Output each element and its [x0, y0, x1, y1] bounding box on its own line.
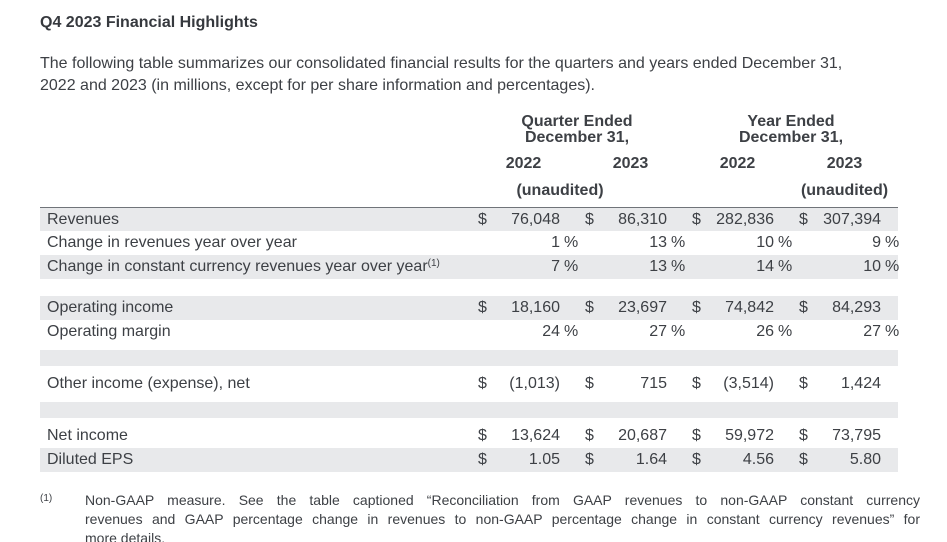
quarter-ended-header: [470, 114, 684, 146]
value-cell-group: [791, 234, 898, 252]
cell-value: 84,293: [832, 299, 881, 316]
cell-value: 1,424: [840, 375, 881, 392]
value-cell-group: [577, 258, 684, 276]
cell-currency: $: [585, 299, 594, 316]
value-cell-group: [470, 375, 577, 393]
cell-currency: $: [692, 299, 701, 316]
cell-value: 307,394: [823, 210, 881, 228]
cell-value: 10: [863, 258, 881, 275]
cell-value: 27: [649, 323, 667, 340]
table-row: [40, 372, 898, 396]
table-header-years-row: [40, 155, 898, 173]
page-title: Q4 2023 Financial Highlights: [40, 14, 258, 31]
cell-currency: $: [585, 451, 594, 468]
col-header-quarter-2022: 2022: [505, 155, 542, 172]
row-label: Operating income: [47, 299, 174, 316]
cell-suffix: %: [564, 323, 579, 340]
value-cell-group: [470, 211, 577, 229]
row-label: Net income: [47, 427, 128, 444]
year-ended-header: [684, 114, 898, 146]
row-label: Other income (expense), net: [47, 375, 250, 392]
value-cell-group: [470, 234, 577, 252]
cell-suffix: %: [778, 234, 793, 251]
cell-currency: $: [799, 427, 808, 444]
footnote-line-1: Non-GAAP measure. See the table captioned “Reconciliation from GAAP revenues to non-GAAP constant currency: [85, 492, 920, 508]
value-cell-group: [791, 427, 898, 445]
cell-value: 13: [649, 258, 667, 275]
cell-currency: $: [478, 210, 487, 228]
cell-suffix: %: [778, 323, 793, 340]
table-row: [40, 448, 898, 472]
footnote-line-3: more details.: [85, 530, 166, 542]
table-header-unaudited-row: [40, 182, 898, 200]
cell-currency: $: [478, 427, 487, 444]
table-row: [40, 296, 898, 320]
cell-value: (1,013): [509, 375, 560, 392]
cell-currency: $: [692, 427, 701, 444]
footnote-line-2: revenues and GAAP percentage change in revenues to non-GAAP percentage change in constant currency revenues” for: [85, 511, 920, 527]
cell-value: 20,687: [618, 427, 667, 444]
value-cell-group: [577, 299, 684, 317]
table-row: [40, 231, 898, 255]
cell-suffix: %: [564, 234, 579, 251]
col-header-year-2022: 2022: [719, 155, 756, 172]
row-label: Change in constant currency revenues year over year$^{(1)}$: [47, 258, 440, 275]
value-cell-group: [577, 451, 684, 469]
row-label: Revenues: [47, 210, 120, 228]
cell-currency: $: [799, 375, 808, 392]
cell-currency: $: [799, 451, 808, 468]
value-cell-group: [470, 299, 577, 317]
value-cell-group: [577, 427, 684, 445]
cell-value: 9: [872, 234, 881, 251]
value-cell-group: [684, 451, 791, 469]
financial-highlights-table: [40, 114, 898, 472]
cell-suffix: %: [671, 258, 686, 275]
unaudited-label-year: (unaudited): [800, 182, 889, 199]
cell-value: 14: [756, 258, 774, 275]
cell-value: 76,048: [511, 210, 560, 228]
intro-paragraph: [40, 53, 920, 97]
cell-value: 1.64: [635, 451, 667, 468]
cell-suffix: %: [885, 323, 900, 340]
value-cell-group: [791, 211, 898, 229]
table-row: [40, 207, 898, 231]
cell-value: 1: [551, 234, 560, 251]
unaudited-label-quarter: (unaudited): [516, 182, 604, 199]
cell-value: 23,697: [618, 299, 667, 316]
table-header-period-row: [40, 114, 898, 146]
value-cell-group: [791, 375, 898, 393]
value-cell-group: [791, 299, 898, 317]
table-spacer-row: [40, 402, 898, 418]
cell-currency: $: [692, 375, 701, 392]
year-ended-line2: December 31,: [738, 129, 844, 146]
table-row: [40, 320, 898, 344]
value-cell-group: [470, 258, 577, 276]
value-cell-group: [684, 375, 791, 393]
table-row: [40, 424, 898, 448]
value-cell-group: [470, 427, 577, 445]
intro-line-2: 2022 and 2023 (in millions, except for per share information and percentages).: [40, 77, 595, 94]
cell-value: 715: [640, 375, 667, 392]
header-empty-cell: [684, 182, 791, 200]
cell-currency: $: [692, 210, 701, 228]
cell-currency: $: [585, 375, 594, 392]
cell-currency: $: [799, 210, 808, 228]
value-cell-group: [577, 211, 684, 229]
value-cell-group: [684, 427, 791, 445]
footnote-marker: (1): [40, 493, 53, 504]
cell-value: 4.56: [742, 451, 774, 468]
table-spacer-row: [40, 350, 898, 366]
cell-value: 5.80: [849, 451, 881, 468]
header-label-spacer: [40, 114, 470, 146]
year-ended-line1: Year Ended: [747, 113, 835, 130]
cell-value: 282,836: [716, 210, 774, 228]
value-cell-group: [684, 258, 791, 276]
footnote: [40, 491, 920, 542]
table-spacer-row: [40, 279, 898, 296]
cell-currency: $: [799, 299, 808, 316]
cell-value: 10: [756, 234, 774, 251]
row-label: Change in revenues year over year: [47, 234, 297, 251]
value-cell-group: [470, 323, 577, 341]
cell-value: 18,160: [511, 299, 560, 316]
cell-value: 73,795: [832, 427, 881, 444]
cell-currency: $: [478, 375, 487, 392]
cell-suffix: %: [885, 234, 900, 251]
value-cell-group: [791, 451, 898, 469]
value-cell-group: [791, 258, 898, 276]
cell-value: 86,310: [618, 210, 667, 228]
value-cell-group: [684, 234, 791, 252]
value-cell-group: [577, 323, 684, 341]
table-row: [40, 255, 898, 279]
cell-value: 7: [551, 258, 560, 275]
table-body: [40, 207, 898, 472]
value-cell-group: [684, 211, 791, 229]
cell-currency: $: [478, 451, 487, 468]
footnote-reference: (1): [427, 258, 440, 269]
cell-value: 74,842: [725, 299, 774, 316]
cell-suffix: %: [885, 258, 900, 275]
cell-suffix: %: [564, 258, 579, 275]
col-header-year-2023: 2023: [826, 155, 863, 172]
cell-suffix: %: [671, 323, 686, 340]
value-cell-group: [684, 323, 791, 341]
cell-suffix: %: [671, 234, 686, 251]
cell-value: 26: [756, 323, 774, 340]
row-label: Diluted EPS: [47, 451, 134, 468]
cell-currency: $: [585, 427, 594, 444]
cell-suffix: %: [778, 258, 793, 275]
value-cell-group: [577, 234, 684, 252]
cell-value: 59,972: [725, 427, 774, 444]
cell-value: 13,624: [511, 427, 560, 444]
cell-currency: $: [478, 299, 487, 316]
col-header-quarter-2023: 2023: [612, 155, 649, 172]
row-label: Operating margin: [47, 323, 171, 340]
value-cell-group: [470, 451, 577, 469]
cell-currency: $: [585, 210, 594, 228]
quarter-ended-line2: December 31,: [524, 129, 630, 146]
cell-value: (3,514): [723, 375, 774, 392]
value-cell-group: [684, 299, 791, 317]
cell-value: 27: [863, 323, 881, 340]
cell-currency: $: [692, 451, 701, 468]
cell-value: 24: [542, 323, 560, 340]
header-label-spacer: [40, 155, 470, 173]
value-cell-group: [577, 375, 684, 393]
cell-value: 1.05: [528, 451, 560, 468]
header-label-spacer: [40, 182, 470, 200]
footnote-text: [85, 491, 920, 542]
intro-line-1: The following table summarizes our consolidated financial results for the quarters and years ended December 31,: [40, 55, 843, 72]
quarter-ended-line1: Quarter Ended: [521, 113, 633, 130]
cell-value: 13: [649, 234, 667, 251]
value-cell-group: [791, 323, 898, 341]
